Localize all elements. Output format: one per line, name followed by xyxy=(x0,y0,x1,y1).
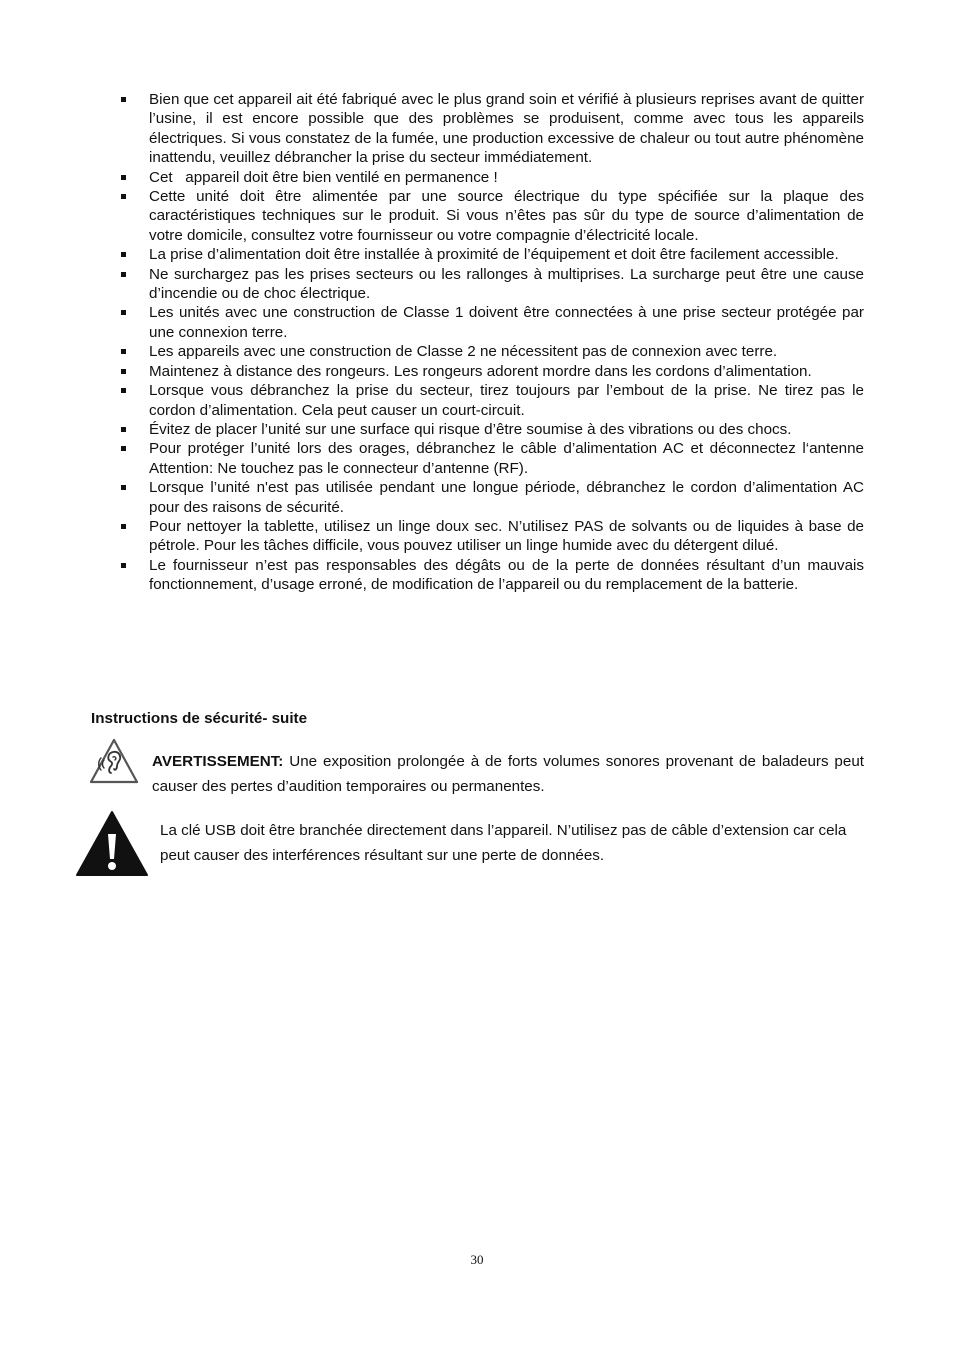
list-item xyxy=(118,556,864,595)
bullet-text: Lorsque vous débranchez la prise du secteur, tirez toujours par l’embout de la prise. Ne tirez pas le cordon d’alimentation. Cela peut causer un court-circuit. xyxy=(149,382,864,419)
bullet-text: Lorsque l’unité n'est pas utilisée pendant une longue période, débranchez le cordon d’alimentation AC pour des raisons de sécurité. xyxy=(149,479,864,516)
bullet-square-icon xyxy=(121,349,126,354)
list-item xyxy=(118,517,864,556)
bullet-text: Maintenez à distance des rongeurs. Les rongeurs adorent mordre dans les cordons d’alimentation. xyxy=(149,362,812,380)
bullet-square-icon xyxy=(121,272,126,277)
usb-warning-text: La clé USB doit être branchée directement dans l’appareil. N’utilisez pas de câble d’extension car cela peut causer des interférences résultant sur une perte de données. xyxy=(160,822,847,864)
bullet-text: Ne surchargez pas les prises secteurs ou les rallonges à multiprises. La surcharge peut être une cause d’incendie ou de choc électrique. xyxy=(149,265,864,303)
list-item xyxy=(118,90,864,168)
bullet-square-icon xyxy=(121,427,126,432)
bullet-text: Pour nettoyer la tablette, utilisez un linge doux sec. N’utilisez PAS de solvants ou de liquides à base de pétrole. Pour les tâches difficile, vous pouvez utiliser un linge humide avec du détergent dilué. xyxy=(149,517,864,555)
warning-triangle-icon xyxy=(75,810,149,877)
list-item xyxy=(118,168,864,187)
list-item xyxy=(118,478,864,517)
bullet-square-icon xyxy=(121,310,126,315)
bullet-text: Pour protéger l’unité lors des orages, débranchez le câble d’alimentation AC et déconnectez l‘antenne Attention: Ne touchez pas le connecteur d’antenne (RF). xyxy=(149,440,864,477)
list-item xyxy=(118,187,864,245)
bullet-text: Bien que cet appareil ait été fabriqué avec le plus grand soin et vérifié à plusieurs reprises avant de quitter l’usine, il est encore possible que des problèmes se produisent, comme avec tous les appareils électriques. Si vous constatez de la fumée, une production excessive de chaleur ou tout autre phénomène inattendu, veuillez débrancher la prise du secteur immédiatement. xyxy=(149,91,864,167)
bullet-text: Cette unité doit être alimentée par une source électrique du type spécifiée sur la plaque des caractéristiques techniques sur le produit. Si vous n’êtes pas sûr du type de source d’alimentation de votre domicile, consultez votre fournisseur ou votre compagnie d’électricité locale. xyxy=(149,188,864,244)
list-item xyxy=(118,381,864,420)
page-number: 30 xyxy=(470,1252,484,1267)
bullet-text: Cet appareil doit être bien ventilé en permanence ! xyxy=(149,168,498,186)
bullet-square-icon xyxy=(121,446,126,451)
list-item xyxy=(118,439,864,478)
bullet-text: La prise d’alimentation doit être installée à proximité de l’équipement et doit être facilement accessible. xyxy=(149,246,839,264)
bullet-square-icon xyxy=(121,97,126,102)
list-item xyxy=(118,362,864,381)
hearing-warning-text xyxy=(152,749,864,799)
list-item xyxy=(118,303,864,342)
list-item xyxy=(118,245,864,264)
bullet-text: Les unités avec une construction de Classe 1 doivent être connectées à une prise secteur protégée par une connexion terre. xyxy=(149,304,864,341)
bullet-square-icon xyxy=(121,194,126,199)
bullet-text: Les appareils avec une construction de Classe 2 ne nécessitent pas de connexion avec terre. xyxy=(149,343,778,361)
bullet-text: Le fournisseur n’est pas responsables des dégâts ou de la perte de données résultant d’un mauvais fonctionnement, d’usage erroné, de modification de l’appareil ou du remplacement de la batterie. xyxy=(149,556,864,594)
warning-body: Une exposition prolongée à de forts volumes sonores provenant de baladeurs peut causer des pertes d’audition temporaires ou permanentes. xyxy=(152,753,864,795)
safety-bullet-list xyxy=(118,90,864,595)
hearing-warning-icon xyxy=(89,738,139,784)
section-title: Instructions de sécurité- suite xyxy=(91,710,308,727)
bullet-square-icon xyxy=(121,252,126,257)
bullet-square-icon xyxy=(121,369,126,374)
bullet-square-icon xyxy=(121,563,126,568)
list-item xyxy=(118,420,864,439)
bullet-square-icon xyxy=(121,485,126,490)
bullet-square-icon xyxy=(121,388,126,393)
bullet-square-icon xyxy=(121,524,126,529)
bullet-square-icon xyxy=(121,175,126,180)
warning-label: AVERTISSEMENT: xyxy=(152,753,284,770)
bullet-text: Évitez de placer l’unité sur une surface qui risque d’être soumise à des vibrations ou des chocs. xyxy=(149,420,792,438)
list-item xyxy=(118,342,864,361)
list-item xyxy=(118,265,864,304)
